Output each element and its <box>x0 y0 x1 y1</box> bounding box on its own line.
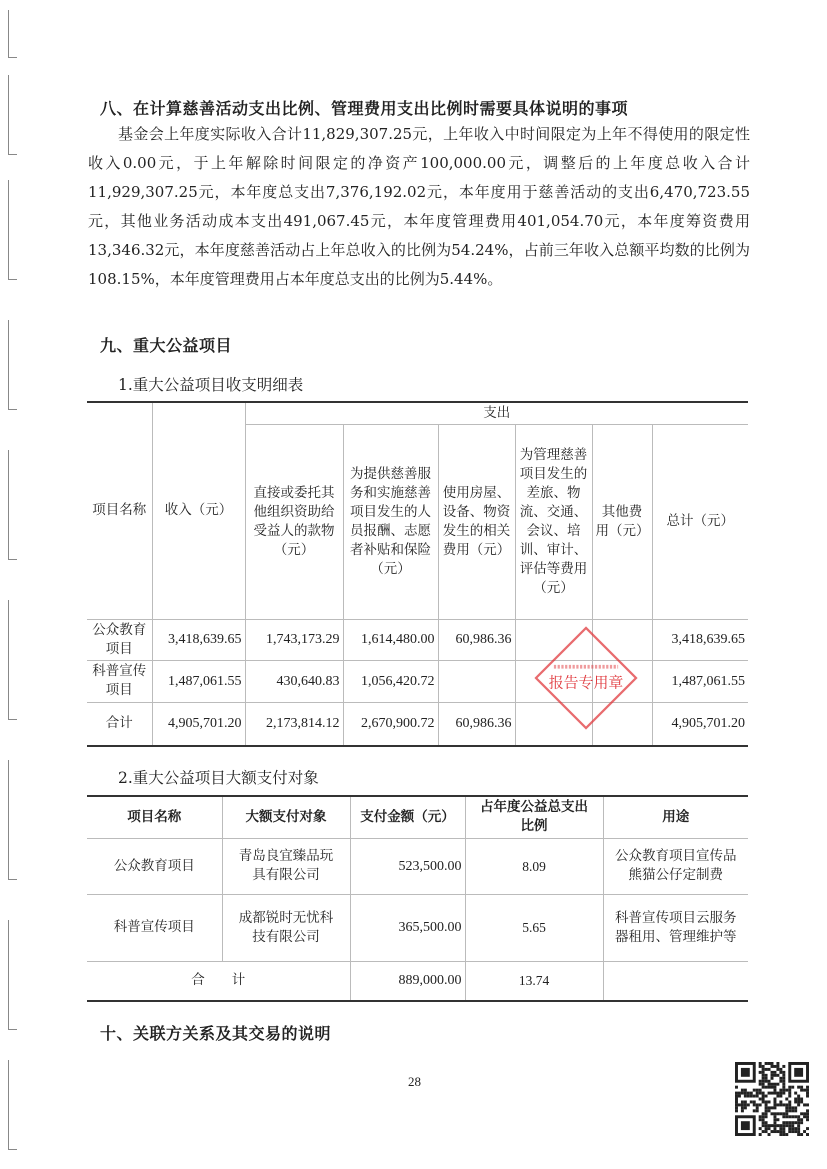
cell-personnel: 1,614,480.00 <box>343 619 438 660</box>
binding-mark <box>8 920 23 1030</box>
binding-mark <box>8 760 23 880</box>
header-management: 为管理慈善项目发生的差旅、物流、交通、会议、培训、审计、评估等费用（元） <box>515 424 592 619</box>
section8-paragraph: 基金会上年度实际收入合计11,829,307.25元，上年收入中时间限定为上年不得使用的限定性收入0.00元，于上年解除时间限定的净资产100,000.00元，调整后的上年度总收入合计11,929,307.25元，本年度总支出7,376,192.02元，本年度用于慈善活动的支出6,470,723.55元，其他业务活动成本支出491,067.45元，本年度管理费用401,054.70元，本年度筹资费用13,346.32元，本年度慈善活动占上年总收入的比例为54.24%，占前三年收入总额平均数的比例为108.15%，本年度管理费用占本年度总支出的比例为5.44%。 <box>88 125 750 288</box>
binding-mark <box>8 1060 23 1150</box>
section8-heading: 八、在计算慈善活动支出比例、管理费用支出比例时需要具体说明的事项 <box>100 99 629 118</box>
header-direct: 直接或委托其他组织资助给受益人的款物（元） <box>245 424 343 619</box>
major-payee-table <box>87 795 748 1002</box>
cell-personnel: 2,670,900.72 <box>343 702 438 746</box>
cell-management <box>515 619 592 660</box>
cell-management <box>515 660 592 702</box>
table2-caption: 2.重大公益项目大额支付对象 <box>118 769 319 787</box>
cell-total: 4,905,701.20 <box>652 702 748 746</box>
table-row-total <box>87 961 748 1001</box>
cell-purpose <box>603 961 748 1001</box>
cell-income: 3,418,639.65 <box>152 619 245 660</box>
cell-personnel: 1,056,420.72 <box>343 660 438 702</box>
binding-mark <box>8 450 23 560</box>
qr-code-icon <box>735 1062 809 1136</box>
cell-name: 科普宣传项目 <box>87 660 152 702</box>
cell-total-label: 合 计 <box>87 961 350 1001</box>
header-purpose: 用途 <box>603 796 748 838</box>
cell-amount: 365,500.00 <box>350 894 465 961</box>
stamp-text: 报告专用章 <box>548 673 624 692</box>
table-row-total <box>87 702 748 746</box>
cell-amount: 523,500.00 <box>350 838 465 894</box>
cell-purpose: 公众教育项目宣传品熊猫公仔定制费 <box>603 838 748 894</box>
binding-mark <box>8 75 23 155</box>
section9-heading: 九、重大公益项目 <box>100 336 233 355</box>
cell-facilities <box>438 660 515 702</box>
header-total: 总计（元） <box>652 424 748 619</box>
header-personnel: 为提供慈善服务和实施慈善项目发生的人员报酬、志愿者补贴和保险（元） <box>343 424 438 619</box>
cell-purpose: 科普宣传项目云服务器租用、管理维护等 <box>603 894 748 961</box>
binding-mark <box>8 320 23 410</box>
cell-payee: 青岛良宜臻品玩具有限公司 <box>222 838 350 894</box>
table-row <box>87 838 748 894</box>
page-number: 28 <box>408 1074 421 1089</box>
cell-payee: 成都锐时无忧科技有限公司 <box>222 894 350 961</box>
cell-direct: 2,173,814.12 <box>245 702 343 746</box>
cell-name: 公众教育项目 <box>87 838 222 894</box>
cell-income: 4,905,701.20 <box>152 702 245 746</box>
header-expense-group: 支出 <box>245 402 748 424</box>
cell-other <box>592 619 652 660</box>
cell-other <box>592 660 652 702</box>
cell-facilities: 60,986.36 <box>438 619 515 660</box>
cell-total: 3,418,639.65 <box>652 619 748 660</box>
cell-ratio: 13.74 <box>465 961 603 1001</box>
cell-income: 1,487,061.55 <box>152 660 245 702</box>
cell-ratio: 5.65 <box>465 894 603 961</box>
table-row <box>87 660 748 702</box>
header-ratio: 占年度公益总支出比例 <box>465 796 603 838</box>
header-other: 其他费用（元） <box>592 424 652 619</box>
table1-caption: 1.重大公益项目收支明细表 <box>118 376 304 394</box>
binding-mark <box>8 180 23 280</box>
cell-direct: 430,640.83 <box>245 660 343 702</box>
header-amount: 支付金额（元） <box>350 796 465 838</box>
header-name: 项目名称 <box>87 402 152 619</box>
cell-direct: 1,743,173.29 <box>245 619 343 660</box>
cell-other <box>592 702 652 746</box>
cell-name: 合计 <box>87 702 152 746</box>
header-name: 项目名称 <box>87 796 222 838</box>
binding-mark <box>8 10 23 58</box>
header-facilities: 使用房屋、设备、物资发生的相关费用（元） <box>438 424 515 619</box>
cell-name: 科普宣传项目 <box>87 894 222 961</box>
binding-mark <box>8 600 23 720</box>
table-row <box>87 619 748 660</box>
major-project-income-expense-table <box>87 401 748 747</box>
cell-total: 1,487,061.55 <box>652 660 748 702</box>
cell-facilities: 60,986.36 <box>438 702 515 746</box>
cell-management <box>515 702 592 746</box>
table-row <box>87 894 748 961</box>
cell-ratio: 8.09 <box>465 838 603 894</box>
cell-name: 公众教育项目 <box>87 619 152 660</box>
cell-amount: 889,000.00 <box>350 961 465 1001</box>
header-payee: 大额支付对象 <box>222 796 350 838</box>
section10-heading: 十、关联方关系及其交易的说明 <box>100 1024 332 1043</box>
header-income: 收入（元） <box>152 402 245 619</box>
